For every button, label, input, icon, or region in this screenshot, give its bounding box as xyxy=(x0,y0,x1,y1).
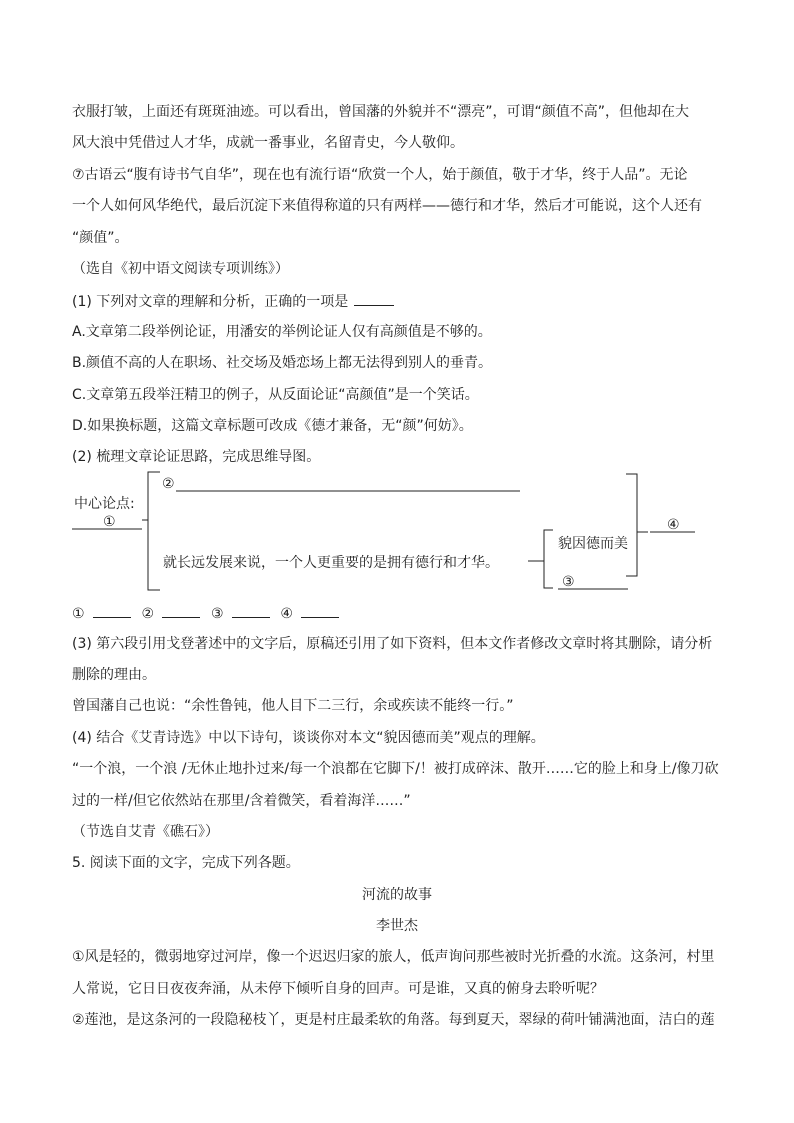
answer-blank-3[interactable] xyxy=(232,602,270,618)
question-4-stem: (4) 结合《艾青诗选》中以下诗句，谈谈你对本文“貌因德而美”观点的理解。 xyxy=(72,730,545,746)
blank-3-number: ③ xyxy=(562,574,575,590)
answer-label-1: ① xyxy=(72,606,85,622)
question-3-quote: 曾国藩自己也说：“余性鲁钝，他人目下二三行，余或疾读不能终一行。” xyxy=(72,698,514,714)
article-paragraph-line: ①风是轻的，微弱地穿过河岸，像一个迟迟归家的旅人，低声询问那些被时光折叠的水流。这条河，村里 xyxy=(72,949,715,965)
answer-label-2: ② xyxy=(141,606,155,622)
beauty-from-virtue: 貌因德而美 xyxy=(558,536,628,552)
inner-bracket xyxy=(544,530,553,588)
poem-line: 过的一样/但它依然站在那里/含着微笑，看着海洋……” xyxy=(72,793,411,809)
source-note: （选自《初中语文阅读专项训练》） xyxy=(72,261,289,277)
poem-source: （节选自艾青《礁石》） xyxy=(72,824,219,840)
paragraph-7-line: 一个人如何风华绝代，最后沉淀下来值得称道的只有两样——德行和才华，然后才可能说，这个人还有 xyxy=(72,198,702,214)
center-argument-label: 中心论点: xyxy=(74,496,135,512)
article-paragraph-line: 人常说，它日日夜夜奔涌，从未停下倾听自身的回声。可是谁，又真的俯身去聆听呢？ xyxy=(72,981,604,997)
blank-2-number: ② xyxy=(162,476,175,492)
article-title: 河流的故事 xyxy=(362,887,432,903)
poem-line: “一个浪，一个浪 /无休止地扑过来/每一个浪都在它脚下/！被打成碎沫、散开……它的脸上和身上/像刀砍 xyxy=(72,761,719,777)
question-1-text: (1) 下列对文章的理解和分析，正确的一项是 xyxy=(72,294,349,310)
answer-label-3: ③ xyxy=(210,606,224,622)
option-d: D.如果换标题，这篇文章标题可改成《德才兼备，无“颜”何妨》。 xyxy=(72,418,473,434)
answer-blank-1[interactable] xyxy=(93,602,131,618)
answer-label-4: ④ xyxy=(280,606,293,622)
answer-blank-2[interactable] xyxy=(162,602,200,618)
blank-1-number: ① xyxy=(103,514,116,530)
article-paragraph-line: ②莲池，是这条河的一段隐秘枝丫，更是村庄最柔软的角落。每到夏天，翠绿的荷叶铺满池面，洁白的莲 xyxy=(72,1012,715,1028)
text-line: 风大浪中凭借过人才华，成就一番事业，名留青史，今人敬仰。 xyxy=(72,135,464,151)
answer-blanks-row xyxy=(72,602,339,624)
option-a: A.文章第二段举例论证，用潘安的举例论证人仅有高颜值是不够的。 xyxy=(72,324,492,340)
right-bracket xyxy=(626,474,637,576)
question-5-stem: 5. 阅读下面的文字，完成下列各题。 xyxy=(72,855,300,871)
left-bracket xyxy=(148,472,160,590)
paragraph-7-line: ⑦古语云“腹有诗书气自华”，现在也有流行语“欣赏一个人，始于颜值，敬于才华，终于人品”。无论 xyxy=(72,167,688,183)
question-3-stem: 删除的理由。 xyxy=(72,667,156,683)
question-2-stem: (2) 梳理文章论证思路，完成思维导图。 xyxy=(72,449,321,465)
paragraph-7-line: “颜值”。 xyxy=(72,230,129,246)
long-term-statement: 就长远发展来说，一个人更重要的是拥有德行和才华。 xyxy=(163,555,499,571)
answer-blank-4[interactable] xyxy=(301,602,339,618)
text-line: 衣服打皱，上面还有斑斑油迹。可以看出，曾国藩的外貌并不“漂亮”，可谓“颜值不高”，但他却在大 xyxy=(72,104,690,120)
article-author: 李世杰 xyxy=(376,918,418,934)
blank-4-number: ④ xyxy=(667,517,680,533)
option-b: B.颜值不高的人在职场、社交场及婚恋场上都无法得到别人的垂青。 xyxy=(72,355,493,371)
question-3-stem: (3) 第六段引用戈登著述中的文字后，原稿还引用了如下资料，但本文作者修改文章时将其删除，请分析 xyxy=(72,636,713,652)
option-c: C.文章第五段举汪精卫的例子，从反面论证“高颜值”是一个笑话。 xyxy=(72,387,479,403)
